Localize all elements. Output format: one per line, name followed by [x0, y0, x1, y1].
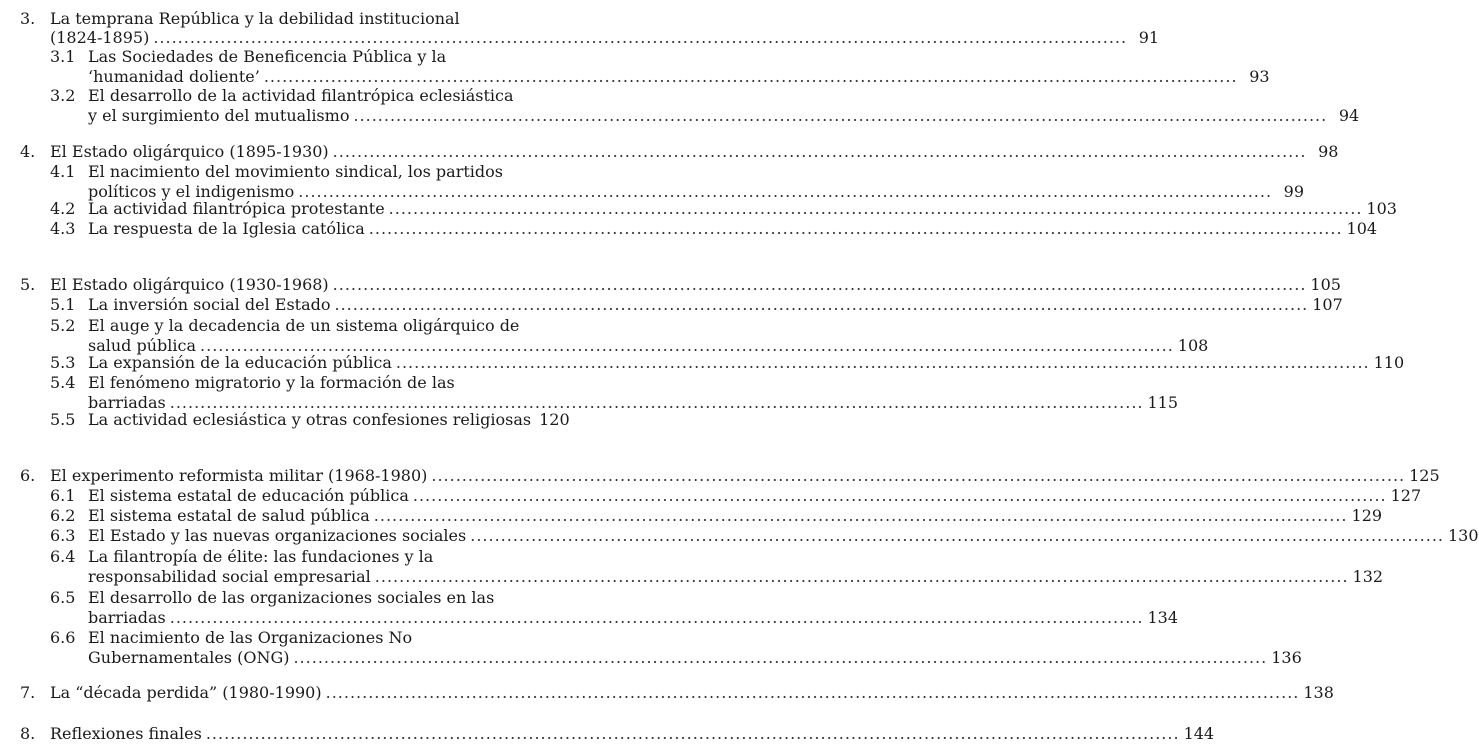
- dot-leader: [335, 294, 1309, 316]
- entry-number: 5.1: [50, 294, 76, 314]
- entry-body: [88, 218, 1378, 240]
- toc-entry-line: [0, 372, 551, 394]
- entry-number: 5.3: [50, 353, 76, 373]
- toc-entry-line: [0, 161, 551, 183]
- toc-entry-line: [0, 274, 1341, 296]
- entry-title: El sistema estatal de educación pública: [88, 486, 409, 505]
- toc-entry-line: [0, 566, 1384, 588]
- entry-number: 4.2: [50, 198, 76, 218]
- page-number: 107: [1312, 294, 1343, 314]
- entry-body: [88, 294, 1343, 316]
- entry-title: El Estado oligárquico (1895-1930): [50, 142, 329, 162]
- toc-entry-line: [0, 587, 551, 609]
- entry-title: El sistema estatal de salud pública: [88, 505, 370, 525]
- page-number: 98: [1318, 142, 1339, 162]
- page-number: 120: [539, 409, 570, 429]
- page-number: 144: [1183, 724, 1215, 744]
- page-number: 127: [1390, 486, 1422, 505]
- entry-body: [88, 161, 543, 183]
- entry-number: 6.6: [50, 628, 76, 648]
- entry-body: [88, 525, 1479, 547]
- dot-leader: [333, 274, 1307, 296]
- toc-entry-line: [0, 352, 1405, 374]
- toc-entry-line: [0, 627, 551, 649]
- entry-number: 8.: [20, 724, 36, 744]
- toc-entry-line: [0, 198, 1397, 220]
- entry-body: [88, 46, 543, 68]
- entry-title: La “década perdida” (1980-1990): [50, 682, 322, 702]
- page-number: 134: [1147, 607, 1179, 627]
- entry-number: 4.1: [50, 162, 76, 182]
- entry-body: [88, 607, 1179, 629]
- entry-title: La actividad eclesiástica y otras confesiones religiosas: [88, 409, 532, 429]
- entry-number: 5.5: [50, 409, 76, 429]
- toc-entry-line: [0, 505, 1383, 527]
- toc-entry-line: [0, 141, 1339, 163]
- toc-entry-line: [0, 46, 551, 68]
- entry-body: [50, 723, 1215, 745]
- entry-title: El auge y la decadencia de un sistema oligárquico de: [88, 316, 520, 336]
- entry-title: salud pública: [88, 336, 197, 356]
- dot-leader: [375, 566, 1349, 588]
- entry-number: 7.: [20, 682, 36, 702]
- entry-number: 6.4: [50, 547, 76, 567]
- toc-entry-line: [0, 294, 1343, 316]
- entry-body: [88, 485, 1422, 507]
- entry-title: El nacimiento del movimiento sindical, los partidos: [88, 162, 503, 182]
- entry-body: [88, 409, 570, 431]
- page-number: 132: [1352, 567, 1384, 586]
- entry-number: 5.4: [50, 373, 76, 392]
- entry-body: [88, 566, 1384, 588]
- dot-leader: [389, 198, 1363, 220]
- dot-leader: [333, 141, 1307, 163]
- entry-body: [50, 8, 543, 30]
- entry-body: [88, 546, 543, 568]
- toc-entry-line: [0, 525, 1479, 547]
- entry-number: 3.: [20, 8, 36, 28]
- page-number: 103: [1366, 198, 1397, 218]
- dot-leader: [326, 682, 1300, 704]
- entry-body: [88, 105, 1360, 127]
- entry-body: [88, 587, 543, 609]
- page-number: 94: [1338, 105, 1360, 125]
- entry-number: 6.: [20, 466, 36, 486]
- page-number: 130: [1447, 525, 1479, 545]
- entry-title: El Estado y las nuevas organizaciones sociales: [88, 525, 467, 545]
- dot-leader: [293, 647, 1267, 669]
- entry-number: 6.5: [50, 587, 76, 607]
- entry-title: El fenómeno migratorio y la formación de las: [88, 373, 455, 392]
- page-number: 129: [1351, 505, 1383, 525]
- entry-title: (1824-1895): [50, 28, 150, 48]
- entry-body: [88, 647, 1302, 669]
- dot-leader: [413, 485, 1387, 507]
- toc-entry-line: [0, 682, 1334, 704]
- page-number: 115: [1147, 392, 1179, 412]
- dot-leader: [470, 525, 1444, 547]
- page-number: 104: [1346, 218, 1378, 238]
- dot-leader: [170, 607, 1144, 629]
- entry-title: El desarrollo de las organizaciones sociales en las: [88, 587, 495, 607]
- entry-body: [50, 274, 1341, 296]
- entry-number: 6.1: [50, 486, 76, 505]
- toc-entry-line: [0, 485, 1422, 507]
- entry-body: [88, 85, 543, 107]
- page-number: 138: [1303, 682, 1334, 702]
- entry-title: ‘humanidad doliente’: [88, 66, 260, 86]
- entry-title: La expansión de la educación pública: [88, 353, 392, 373]
- entry-title: La temprana República y la debilidad institucional: [50, 8, 460, 28]
- toc-entry-line: [0, 465, 1440, 487]
- entry-title: La inversión social del Estado: [88, 294, 331, 314]
- entry-title: El nacimiento de las Organizaciones No: [88, 628, 413, 648]
- page-number: 108: [1177, 336, 1209, 356]
- toc-entry-line: [0, 218, 1378, 240]
- page-number: 125: [1409, 466, 1440, 486]
- entry-title: La filantropía de élite: las fundaciones y la: [88, 547, 434, 567]
- dot-leader: [374, 505, 1348, 527]
- entry-title: Reflexiones finales: [50, 724, 202, 744]
- dot-leader: [396, 352, 1370, 374]
- dot-leader: [353, 105, 1327, 127]
- entry-body: [88, 372, 543, 394]
- entry-title: y el surgimiento del mutualismo: [88, 105, 350, 125]
- entry-body: [88, 627, 543, 649]
- toc-entry-line: [0, 315, 551, 337]
- entry-number: 4.3: [50, 218, 76, 238]
- dot-leader: [431, 465, 1405, 487]
- entry-title: La actividad filantrópica protestante: [88, 198, 385, 218]
- toc-entry-line: [0, 105, 1360, 127]
- page-number: 110: [1373, 353, 1405, 373]
- toc-entry-line: [0, 546, 551, 568]
- entry-title: políticos y el indigenismo: [88, 181, 295, 201]
- toc-entry-line: [0, 647, 1302, 669]
- page-number: 105: [1310, 275, 1341, 295]
- page-number: 99: [1283, 181, 1305, 201]
- entry-number: 3.1: [50, 47, 76, 67]
- entry-number: 5.: [20, 275, 36, 295]
- toc-entry-line: [0, 723, 1215, 745]
- entry-body: [88, 198, 1397, 220]
- entry-number: 3.2: [50, 85, 76, 105]
- toc-entry-line: [0, 607, 1179, 629]
- entry-title: Gubernamentales (ONG): [88, 647, 290, 667]
- entry-title: El Estado oligárquico (1930-1968): [50, 275, 329, 295]
- entry-number: 4.: [20, 142, 36, 162]
- dot-leader: [206, 723, 1180, 745]
- entry-body: [88, 352, 1405, 374]
- entry-title: Las Sociedades de Beneficencia Pública y la: [88, 47, 447, 67]
- page-number: 93: [1249, 66, 1270, 86]
- entry-title: barriadas: [88, 392, 166, 412]
- entry-title: El experimento reformista militar (1968-1980): [50, 466, 428, 486]
- entry-title: La respuesta de la Iglesia católica: [88, 218, 365, 238]
- entry-body: [88, 315, 543, 337]
- entry-body: [50, 682, 1334, 704]
- entry-number: 5.2: [50, 316, 76, 336]
- entry-body: [50, 141, 1339, 163]
- entry-body: [88, 505, 1383, 527]
- toc-entry-line: [0, 8, 551, 30]
- toc-entry-line: [0, 85, 551, 107]
- entry-number: 6.3: [50, 525, 76, 545]
- entry-body: [50, 465, 1440, 487]
- page-number: 91: [1138, 28, 1160, 48]
- entry-title: responsabilidad social empresarial: [88, 567, 371, 586]
- dot-leader: [369, 218, 1343, 240]
- entry-title: barriadas: [88, 607, 166, 627]
- entry-title: El desarrollo de la actividad filantrópica eclesiástica: [88, 85, 514, 105]
- page-number: 136: [1271, 647, 1302, 667]
- toc-entry-line: [0, 409, 570, 431]
- entry-number: 6.2: [50, 505, 76, 525]
